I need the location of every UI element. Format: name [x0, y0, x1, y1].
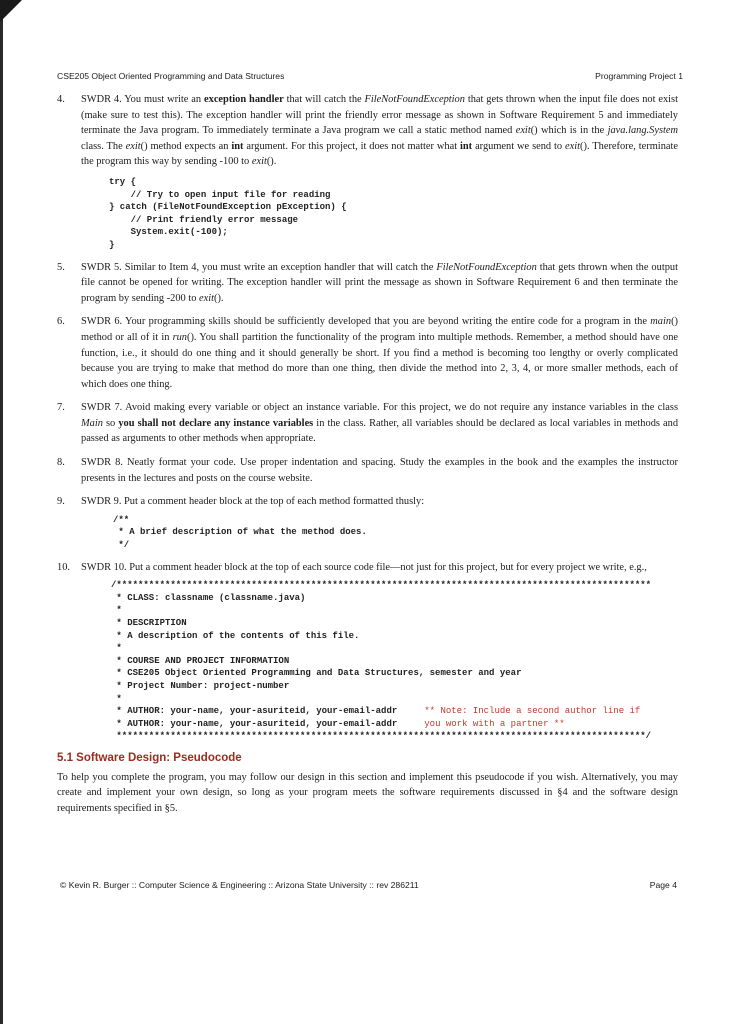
item-number: 5.	[57, 261, 65, 273]
header-project: Programming Project 1	[595, 71, 683, 81]
item-text	[81, 400, 678, 447]
code-line	[111, 705, 678, 718]
text-run: exit	[251, 156, 267, 168]
code-text: * Project Number: project-number	[111, 680, 290, 691]
code-text: * CLASS: classname (classname.java)	[111, 592, 306, 603]
footer-copyright: © Kevin R. Burger :: Computer Science & Engineering :: Arizona State University :: rev 286211	[60, 880, 419, 890]
code-text: * A description of the contents of this file.	[111, 630, 360, 641]
text-run: FileNotFoundException	[364, 94, 465, 105]
section-intro: To help you complete the program, you may follow our design in this section and implement this pseudocode if you wish. Alternatively, you may create and implement your own design, so long as your program meets the software requirements discussed in §4 and the software design requirements specified in §5.	[57, 771, 678, 814]
code-text: * DESCRIPTION	[111, 618, 187, 628]
page-footer	[60, 880, 677, 890]
item-text	[81, 92, 678, 170]
text-run: Main	[81, 417, 103, 429]
item-number: 6.	[57, 316, 65, 328]
code-line	[111, 579, 678, 592]
item-text	[81, 260, 678, 307]
item-text	[81, 314, 678, 392]
code-text: /***************************************************************************************************	[111, 580, 652, 591]
requirement-item	[57, 400, 678, 447]
text-run: run	[172, 331, 187, 343]
item-number: 9.	[57, 496, 65, 508]
text-run: int	[460, 140, 473, 152]
text-run: that gets thrown when the input file does not exist (make sure to test this). The exception handler will print the friendly error message as shown in Software Requirement 5 and immediately terminate the Java program. To immediately terminate a Java program we call a static method named	[81, 94, 678, 137]
text-run: SWDR 6. Your programming skills should be sufficiently developed that you are beyond writing the entire code for a program in the	[81, 316, 651, 328]
item-text	[81, 560, 678, 576]
requirement-item	[57, 92, 678, 252]
text-run: () method expects an	[140, 140, 232, 152]
code-block: try { // Try to open input file for reading } catch (FileNotFoundException pException) { // Print friendly error message System.exit(-100); }	[109, 176, 347, 250]
text-run: exit	[125, 140, 141, 152]
code-note: you work with a partner **	[424, 718, 565, 729]
code-note: ** Note: Include a second author line if	[424, 706, 641, 717]
text-run: SWDR 7. Avoid making every variable or object an instance variable. For this project, we do not require any instance variables in the class	[81, 402, 678, 414]
code-line	[111, 604, 678, 617]
code-text: * AUTHOR: your-name, your-asuriteid, your-email-addr	[111, 706, 425, 717]
text-run: you shall not declare any instance variables	[118, 417, 314, 429]
requirement-item	[57, 455, 678, 486]
text-run: SWDR 4. You must write an	[81, 94, 205, 105]
text-run: int	[231, 140, 244, 152]
requirement-item	[57, 494, 678, 551]
page-header	[57, 71, 683, 81]
text-run: SWDR 9. Put a comment header block at the top of each method formatted thusly:	[81, 496, 425, 508]
code-block: /** * A brief description of what the method does. */	[113, 514, 367, 551]
code-line	[111, 680, 678, 693]
page-body	[57, 92, 678, 816]
text-run: so	[102, 417, 119, 429]
requirement-item	[57, 260, 678, 307]
item-number: 7.	[57, 402, 65, 414]
text-run: FileNotFoundException	[436, 261, 537, 273]
code-line	[111, 667, 678, 680]
text-run: exception handler	[204, 94, 284, 105]
code-text: *	[111, 605, 122, 616]
item-number: 10.	[57, 561, 70, 573]
text-run: that will catch the	[283, 94, 365, 105]
text-run: argument we send to	[472, 140, 566, 152]
scan-corner-shadow	[0, 0, 22, 22]
code-text: *	[111, 643, 122, 654]
text-run: (). Therefore, terminate the program this way by sending -100 to	[81, 140, 678, 168]
header-course: CSE205 Object Oriented Programming and Data Structures	[57, 71, 285, 81]
item-text	[81, 494, 678, 510]
code-block	[111, 579, 678, 743]
text-run: that gets thrown when the output file cannot be opened for writing. The exception handler will print the message as shown in Software Requirement 6 and then terminate the program by sending -200 to	[81, 261, 678, 304]
text-run: exit	[565, 140, 581, 152]
code-line	[111, 592, 678, 605]
footer-page-number: Page 4	[649, 880, 677, 890]
code-line	[111, 642, 678, 655]
section-title: 5.1 Software Design: Pseudocode	[57, 751, 242, 764]
requirements-list	[57, 92, 678, 743]
code-text: * CSE205 Object Oriented Programming and Data Structures, semester and year	[111, 668, 522, 679]
code-line	[111, 655, 678, 668]
text-run: java.lang.System	[607, 125, 678, 137]
scan-left-edge	[0, 0, 3, 1024]
text-run: in the class. Rather, all variables should be declared as local variables in methods and passed as arguments to other methods when appropriate.	[81, 417, 679, 445]
text-run: (). You shall partition the functionality of the program into multiple methods. Remember, a method should have one function, i.e., it should do one thing and it should generally be short. If you find a method is becoming too lengthy or overly complicated because you are trying to make that method do more than one thing, then divide the method into 2, 3, 4, or more smaller methods, each of which does one thing.	[81, 331, 678, 390]
code-line	[111, 693, 678, 706]
code-text: * AUTHOR: your-name, your-asuriteid, your-email-addr	[111, 718, 425, 729]
code-line	[111, 730, 678, 743]
requirement-item	[57, 560, 678, 743]
code-line	[111, 617, 678, 630]
text-run: argument. For this project, it does not matter what	[243, 140, 461, 152]
text-run: () which is in the	[530, 125, 608, 137]
text-run: ().	[266, 156, 277, 168]
text-run: ().	[214, 292, 224, 304]
text-run: SWDR 5. Similar to Item 4, you must write an exception handler that will catch the	[81, 261, 437, 273]
text-run: exit	[515, 125, 531, 137]
code-line	[111, 630, 678, 643]
code-text: * COURSE AND PROJECT INFORMATION	[111, 655, 290, 666]
code-text: *	[111, 693, 122, 704]
text-run: main	[650, 316, 672, 328]
code-line	[111, 718, 678, 731]
text-run: exit	[199, 292, 215, 304]
item-text	[81, 455, 678, 486]
code-text: **************************************************************************************************/	[111, 731, 652, 742]
item-number: 8.	[57, 457, 65, 469]
text-run: class. The	[81, 140, 126, 152]
item-number: 4.	[57, 94, 65, 105]
text-run: () method or all of it in	[81, 316, 678, 343]
requirement-item	[57, 314, 678, 392]
text-run: SWDR 8. Neatly format your code. Use proper indentation and spacing. Study the examples in the book and the examples the instructor presents in the lectures and posts on the course website.	[81, 457, 678, 484]
text-run: SWDR 10. Put a comment header block at the top of each source code file—not just for this project, but for every project we write, e.g.,	[81, 561, 647, 573]
